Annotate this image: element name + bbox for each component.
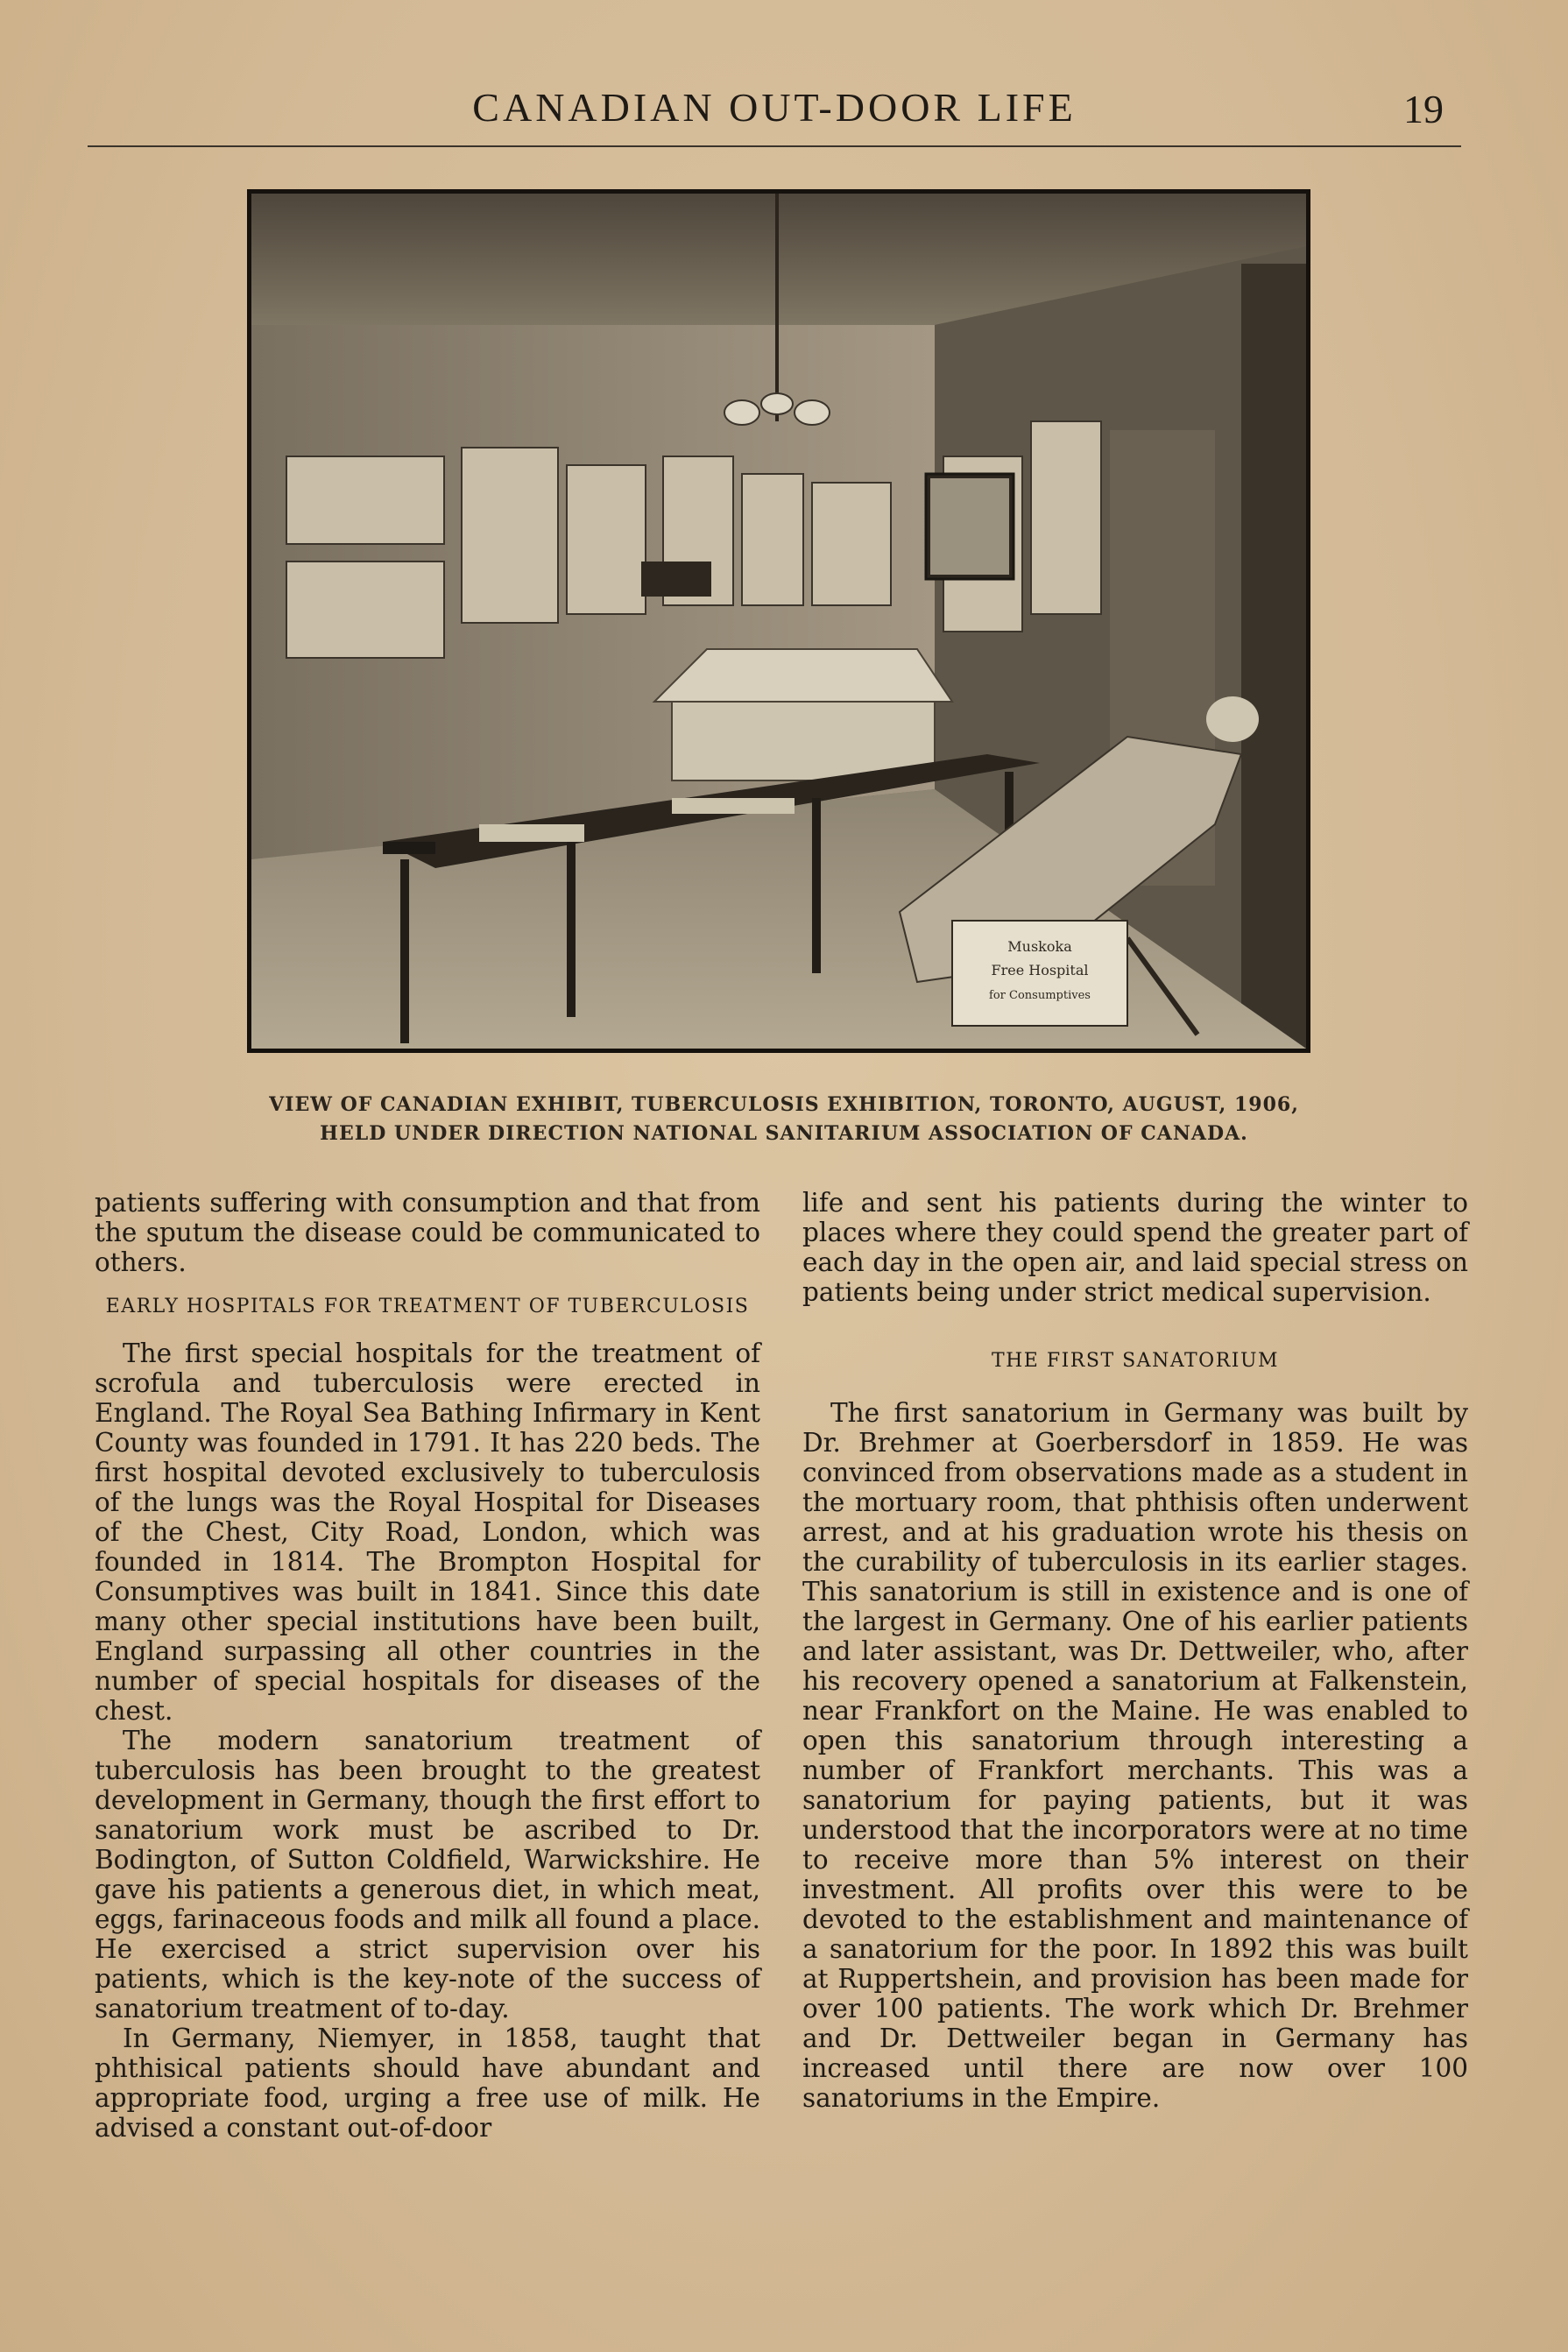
left-column bbox=[95, 1188, 760, 2143]
paragraph: The first special hospitals for the treatment of scrofula and tuberculosis were erected in England. The Royal Sea Bathing Infirmary in Kent County was founded in 1791. It has 220 beds. The first hospital devoted exclusively to tuberculosis of the lungs was the Royal Hospital for Diseases of the Chest, City Road, London, which was founded in 1814. The Brompton Hospital for Consumptives was built in 1841. Since this date many other special institutions have been built, England surpassing all other countries in the number of special hospitals for diseases of the chest. bbox=[95, 1338, 760, 1726]
page-number: 19 bbox=[1403, 87, 1444, 131]
paragraph-continued: patients suffering with consumption and that from the sputum the disease could be communicated to others. bbox=[95, 1188, 760, 1277]
paragraph: In Germany, Niemyer, in 1858, taught that phthisical patients should have abundant and appropriate food, urging a free use of milk. He advised a constant out-of-door bbox=[95, 2024, 760, 2143]
section-heading-first-sanatorium: THE FIRST SANATORIUM bbox=[991, 1350, 1280, 1372]
photo-caption-line-1: VIEW OF CANADIAN EXHIBIT, TUBERCULOSIS EXHIBITION, TORONTO, AUGUST, 1906, bbox=[269, 1093, 1299, 1116]
page-header bbox=[88, 84, 1461, 147]
exhibit-photograph bbox=[247, 189, 1310, 1053]
right-column bbox=[802, 1188, 1468, 2113]
sign-line-2: Free Hospital bbox=[991, 962, 1089, 978]
sign-line-1: Muskoka bbox=[1007, 938, 1072, 955]
sign-line-3: for Consumptives bbox=[989, 989, 1091, 1002]
paragraph: The first sanatorium in Germany was built by Dr. Brehmer at Goerbersdorf in 1859. He was convinced from observations made as a student in the mortuary room, that phthisis often underwent arrest, and at his graduation wrote his thesis on the curability of tuberculosis in its earlier stages. This sanatorium is still in existence and is one of the largest in Germany. One of his earlier patients and later assistant, was Dr. Dettweiler, who, after his recovery opened a sanatorium at Falkenstein, near Frankfort on the Maine. He was enabled to open this sanatorium through interesting a number of Frankfort merchants. This was a sanatorium for paying patients, but it was understood that the incorporators were at no time to receive more than 5% interest on their investment. All profits over this were to be devoted to the establishment and maintenance of a sanatorium for the poor. In 1892 this was built at Ruppertshein, and provision has been made for over 100 patients. The work which Dr. Brehmer and Dr. Dettweiler began in Germany has increased until there are now over 100 sanatoriums in the Empire. bbox=[802, 1398, 1468, 2113]
running-title: CANADIAN OUT-DOOR LIFE bbox=[472, 85, 1077, 130]
paragraph: The modern sanatorium treatment of tuberculosis has been brought to the greatest development in Germany, though the first effort to sanatorium work must be ascribed to Dr. Bodington, of Sutton Coldfield, Warwickshire. He gave his patients a generous diet, in which meat, eggs, farinaceous foods and milk all found a place. He exercised a strict supervision over his patients, which is the key-note of the success of sanatorium treatment of to-day. bbox=[95, 1726, 760, 2024]
photo-caption-line-2: HELD UNDER DIRECTION NATIONAL SANITARIUM ASSOCIATION OF CANADA. bbox=[320, 1122, 1248, 1145]
paragraph-continued: life and sent his patients during the winter to places where they could spend the greater part of each day in the open air, and laid special stress on patients being under strict medical supervision. bbox=[802, 1188, 1468, 1307]
section-heading-early-hospitals: EARLY HOSPITALS FOR TREATMENT OF TUBERCULOSIS bbox=[105, 1296, 750, 1317]
